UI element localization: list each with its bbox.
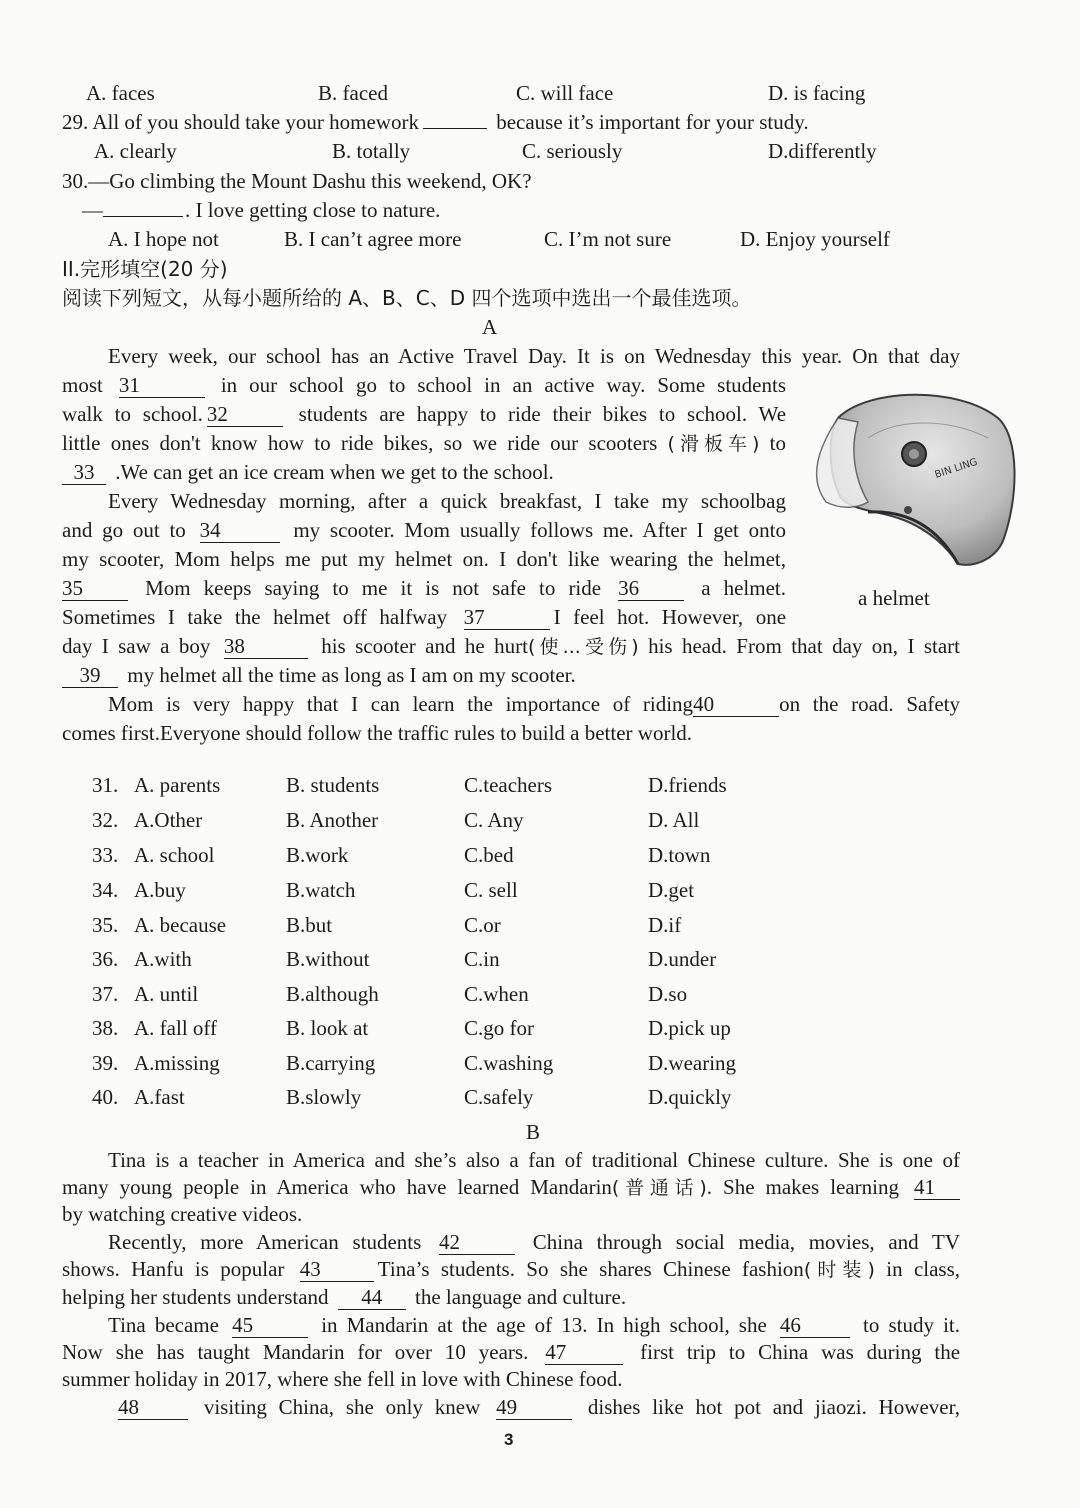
q29-question <box>62 108 809 137</box>
option-b: B.slowly <box>286 1085 362 1109</box>
text: in Mandarin at the age of 13. In high school, she <box>321 1313 767 1337</box>
option-c: C.bed <box>464 843 514 867</box>
option-a: A.Other <box>134 808 203 832</box>
text: to study it. <box>863 1313 961 1337</box>
passage-b-line-10 <box>118 1393 960 1422</box>
section-instruction: 阅读下列短文，从每小题所给的 A、B、C、D 四个选项中选出一个最佳选项。 <box>62 286 752 310</box>
section-title: II.完形填空(20 分) <box>62 257 228 281</box>
blank-38: 38 <box>224 634 308 659</box>
helmet-image <box>808 378 1018 578</box>
text: on the road. Safety <box>779 692 960 716</box>
passage-a-line-7 <box>62 516 786 545</box>
passage-a-line-8: my scooter, Mom helps me put my helmet on. I don't like wearing the helmet, <box>62 547 786 571</box>
passage-a-line-4 <box>62 429 786 459</box>
q29-option-a: A. clearly <box>94 139 177 163</box>
blank-33: 33 <box>62 460 106 485</box>
q29-blank <box>423 128 487 129</box>
passage-a-line-6: Every Wednesday morning, after a quick breakfast, I take my schoolbag <box>108 489 786 513</box>
option-a: A.missing <box>134 1051 220 1075</box>
q28-option-a: A. faces <box>86 81 155 105</box>
q29-option-b: B. totally <box>332 139 411 163</box>
blank-42: 42 <box>439 1230 515 1255</box>
blank-37: 37 <box>464 605 550 630</box>
text: many young people in America who have learned Mandarin <box>62 1175 612 1199</box>
text: day I saw a boy <box>62 634 211 658</box>
option-d: D.if <box>648 913 682 937</box>
passage-a-line-1: Every week, our school has an Active Travel Day. It is on Wednesday this year. On that day <box>108 344 960 368</box>
option-c: C. sell <box>464 878 518 902</box>
option-a: A. because <box>134 913 227 937</box>
helmet-illustration <box>808 378 1018 578</box>
passage-b-line-4 <box>108 1228 960 1257</box>
text: Sometimes I take the helmet off halfway <box>62 605 448 629</box>
passage-a-line-10 <box>62 603 786 632</box>
q30-option-a: A. I hope not <box>108 227 219 251</box>
blank-47: 47 <box>545 1340 623 1365</box>
option-b: B.watch <box>286 878 356 902</box>
q28-option-d: D. is facing <box>768 81 866 105</box>
option-b: B.work <box>286 843 349 867</box>
text: in class, <box>886 1257 961 1281</box>
passage-b-line-7 <box>108 1311 960 1340</box>
option-number: 40. <box>92 1085 119 1109</box>
option-a: A. fall off <box>134 1016 218 1040</box>
text: shows. Hanfu is popular <box>62 1257 285 1281</box>
passage-b-line-2 <box>62 1173 960 1203</box>
text: his head. From that day on, I start <box>648 634 961 658</box>
passage-a-heading: A <box>482 315 498 339</box>
option-b: B. students <box>286 773 380 797</box>
q28-option-c: C. will face <box>516 81 614 105</box>
text: Mom keeps saying to me it is not safe to ride <box>145 576 602 600</box>
blank-44: 44 <box>338 1285 406 1310</box>
option-d: D.get <box>648 878 695 902</box>
q30-option-c: C. I’m not sure <box>544 227 672 251</box>
option-c: C.go for <box>464 1016 534 1040</box>
passage-b-line-1: Tina is a teacher in America and she’s also a fan of traditional Chinese culture. She is one of <box>108 1148 960 1172</box>
passage-a-line-14: comes first.Everyone should follow the traffic rules to build a better world. <box>62 721 693 745</box>
passage-a-line-13 <box>108 690 960 719</box>
q30-option-b: B. I can’t agree more <box>284 227 462 251</box>
text: Tina became <box>108 1313 219 1337</box>
chinese-gloss: (滑板车) <box>667 433 760 455</box>
passage-a-line-5 <box>62 458 554 487</box>
option-d: D. All <box>648 808 700 832</box>
blank-48: 48 <box>118 1395 188 1420</box>
option-number: 34. <box>92 878 119 902</box>
option-number: 37. <box>92 982 119 1006</box>
blank-36: 36 <box>618 576 684 601</box>
q29-option-d: D.differently <box>768 139 877 163</box>
blank-49: 49 <box>496 1395 572 1420</box>
blank-43: 43 <box>300 1257 374 1282</box>
text: my scooter. Mom usually follows me. After I get onto <box>293 518 786 542</box>
text: first trip to China was during the <box>640 1340 961 1364</box>
q30-response <box>82 196 440 225</box>
option-d: D.town <box>648 843 711 867</box>
text: his scooter and he hurt <box>321 634 528 658</box>
passage-a-line-3 <box>62 400 786 429</box>
text: and go out to <box>62 518 186 542</box>
text: Now she has taught Mandarin for over 10 years. <box>62 1340 529 1364</box>
text: to <box>769 431 786 455</box>
option-number: 36. <box>92 947 119 971</box>
passage-b-line-8 <box>62 1338 960 1367</box>
option-number: 35. <box>92 913 119 937</box>
helmet-brand-text: BIN LING <box>933 456 979 481</box>
text: I feel hot. However, one <box>553 605 787 629</box>
q30-option-d: D. Enjoy yourself <box>740 227 890 251</box>
option-d: D.so <box>648 982 688 1006</box>
text: dishes like hot pot and jiaozi. However, <box>587 1395 961 1419</box>
text: walk to school. <box>62 402 203 426</box>
text: . She makes learning <box>706 1175 899 1199</box>
option-d: D.friends <box>648 773 727 797</box>
chinese-gloss: (时装) <box>803 1259 875 1281</box>
q29-option-c: C. seriously <box>522 139 623 163</box>
q29-text: 29. All of you should take your homework <box>62 110 419 134</box>
passage-a-line-9 <box>62 574 786 603</box>
option-number: 38. <box>92 1016 119 1040</box>
option-d: D.quickly <box>648 1085 732 1109</box>
q29-text-end: because it’s important for your study. <box>496 110 809 134</box>
option-b: B.without <box>286 947 370 971</box>
option-number: 39. <box>92 1051 119 1075</box>
q28-option-b: B. faced <box>318 81 388 105</box>
text: my helmet all the time as long as I am on my scooter. <box>127 663 576 687</box>
option-d: D.wearing <box>648 1051 737 1075</box>
q30-text-end: . I love getting close to nature. <box>185 198 441 222</box>
text: China through social media, movies, and TV <box>532 1230 961 1254</box>
option-b: B.carrying <box>286 1051 376 1075</box>
text: visiting China, she only knew <box>203 1395 481 1419</box>
option-b: B.although <box>286 982 379 1006</box>
option-c: C.or <box>464 913 501 937</box>
q30-question: 30.—Go climbing the Mount Dashu this weekend, OK? <box>62 169 532 193</box>
passage-b-line-9: summer holiday in 2017, where she fell in love with Chinese food. <box>62 1367 623 1391</box>
option-b: B. look at <box>286 1016 369 1040</box>
passage-a-line-12 <box>62 661 576 690</box>
option-c: C.in <box>464 947 500 971</box>
option-a: A.fast <box>134 1085 185 1109</box>
page-number: 3 <box>504 1430 514 1449</box>
text: Mom is very happy that I can learn the importance of riding <box>108 692 694 716</box>
blank-34: 34 <box>200 518 280 543</box>
passage-a-line-2 <box>62 371 786 400</box>
text: little ones don't know how to ride bikes, so we ride our scooters <box>62 431 658 455</box>
text: the language and culture. <box>415 1285 627 1309</box>
option-a: A. until <box>134 982 199 1006</box>
option-d: D.pick up <box>648 1016 731 1040</box>
option-a: A. parents <box>134 773 221 797</box>
text: students are happy to ride their bikes to school. We <box>298 402 787 426</box>
blank-35: 35 <box>62 576 128 601</box>
option-b: B.but <box>286 913 333 937</box>
option-number: 31. <box>92 773 119 797</box>
blank-32: 32 <box>207 402 283 427</box>
q30-blank <box>103 216 183 217</box>
text: Recently, more American students <box>108 1230 422 1254</box>
option-a: A.with <box>134 947 192 971</box>
blank-46: 46 <box>780 1313 850 1338</box>
option-c: C.safely <box>464 1085 534 1109</box>
option-c: C. Any <box>464 808 524 832</box>
option-d: D.under <box>648 947 717 971</box>
option-a: A. school <box>134 843 215 867</box>
passage-b-line-5 <box>62 1255 960 1285</box>
option-number: 33. <box>92 843 119 867</box>
text: helping her students understand <box>62 1285 329 1309</box>
q30-dash: — <box>82 198 103 222</box>
chinese-gloss: (普通话) <box>611 1177 707 1199</box>
blank-40: 40 <box>693 692 779 717</box>
text: .We can get an ice cream when we get to the school. <box>115 460 554 484</box>
passage-a-line-11 <box>62 632 960 662</box>
text: Tina’s students. So she shares Chinese fashion <box>377 1257 804 1281</box>
blank-41: 41 <box>914 1175 960 1200</box>
blank-31: 31 <box>119 373 205 398</box>
passage-b-line-3: by watching creative videos. <box>62 1202 303 1226</box>
option-a: A.buy <box>134 878 186 902</box>
blank-45: 45 <box>232 1313 308 1338</box>
passage-b-line-6 <box>62 1283 626 1312</box>
blank-39: 39 <box>62 663 118 688</box>
option-c: C.when <box>464 982 529 1006</box>
passage-b-heading: B <box>526 1120 541 1144</box>
option-c: C.washing <box>464 1051 554 1075</box>
option-number: 32. <box>92 808 119 832</box>
helmet-caption: a helmet <box>858 586 930 610</box>
option-c: C.teachers <box>464 773 553 797</box>
text: most <box>62 373 103 397</box>
option-b: B. Another <box>286 808 379 832</box>
text: in our school go to school in an active way. Some students <box>220 373 786 397</box>
text: a helmet. <box>701 576 786 600</box>
chinese-gloss: (使...受伤) <box>527 636 639 658</box>
